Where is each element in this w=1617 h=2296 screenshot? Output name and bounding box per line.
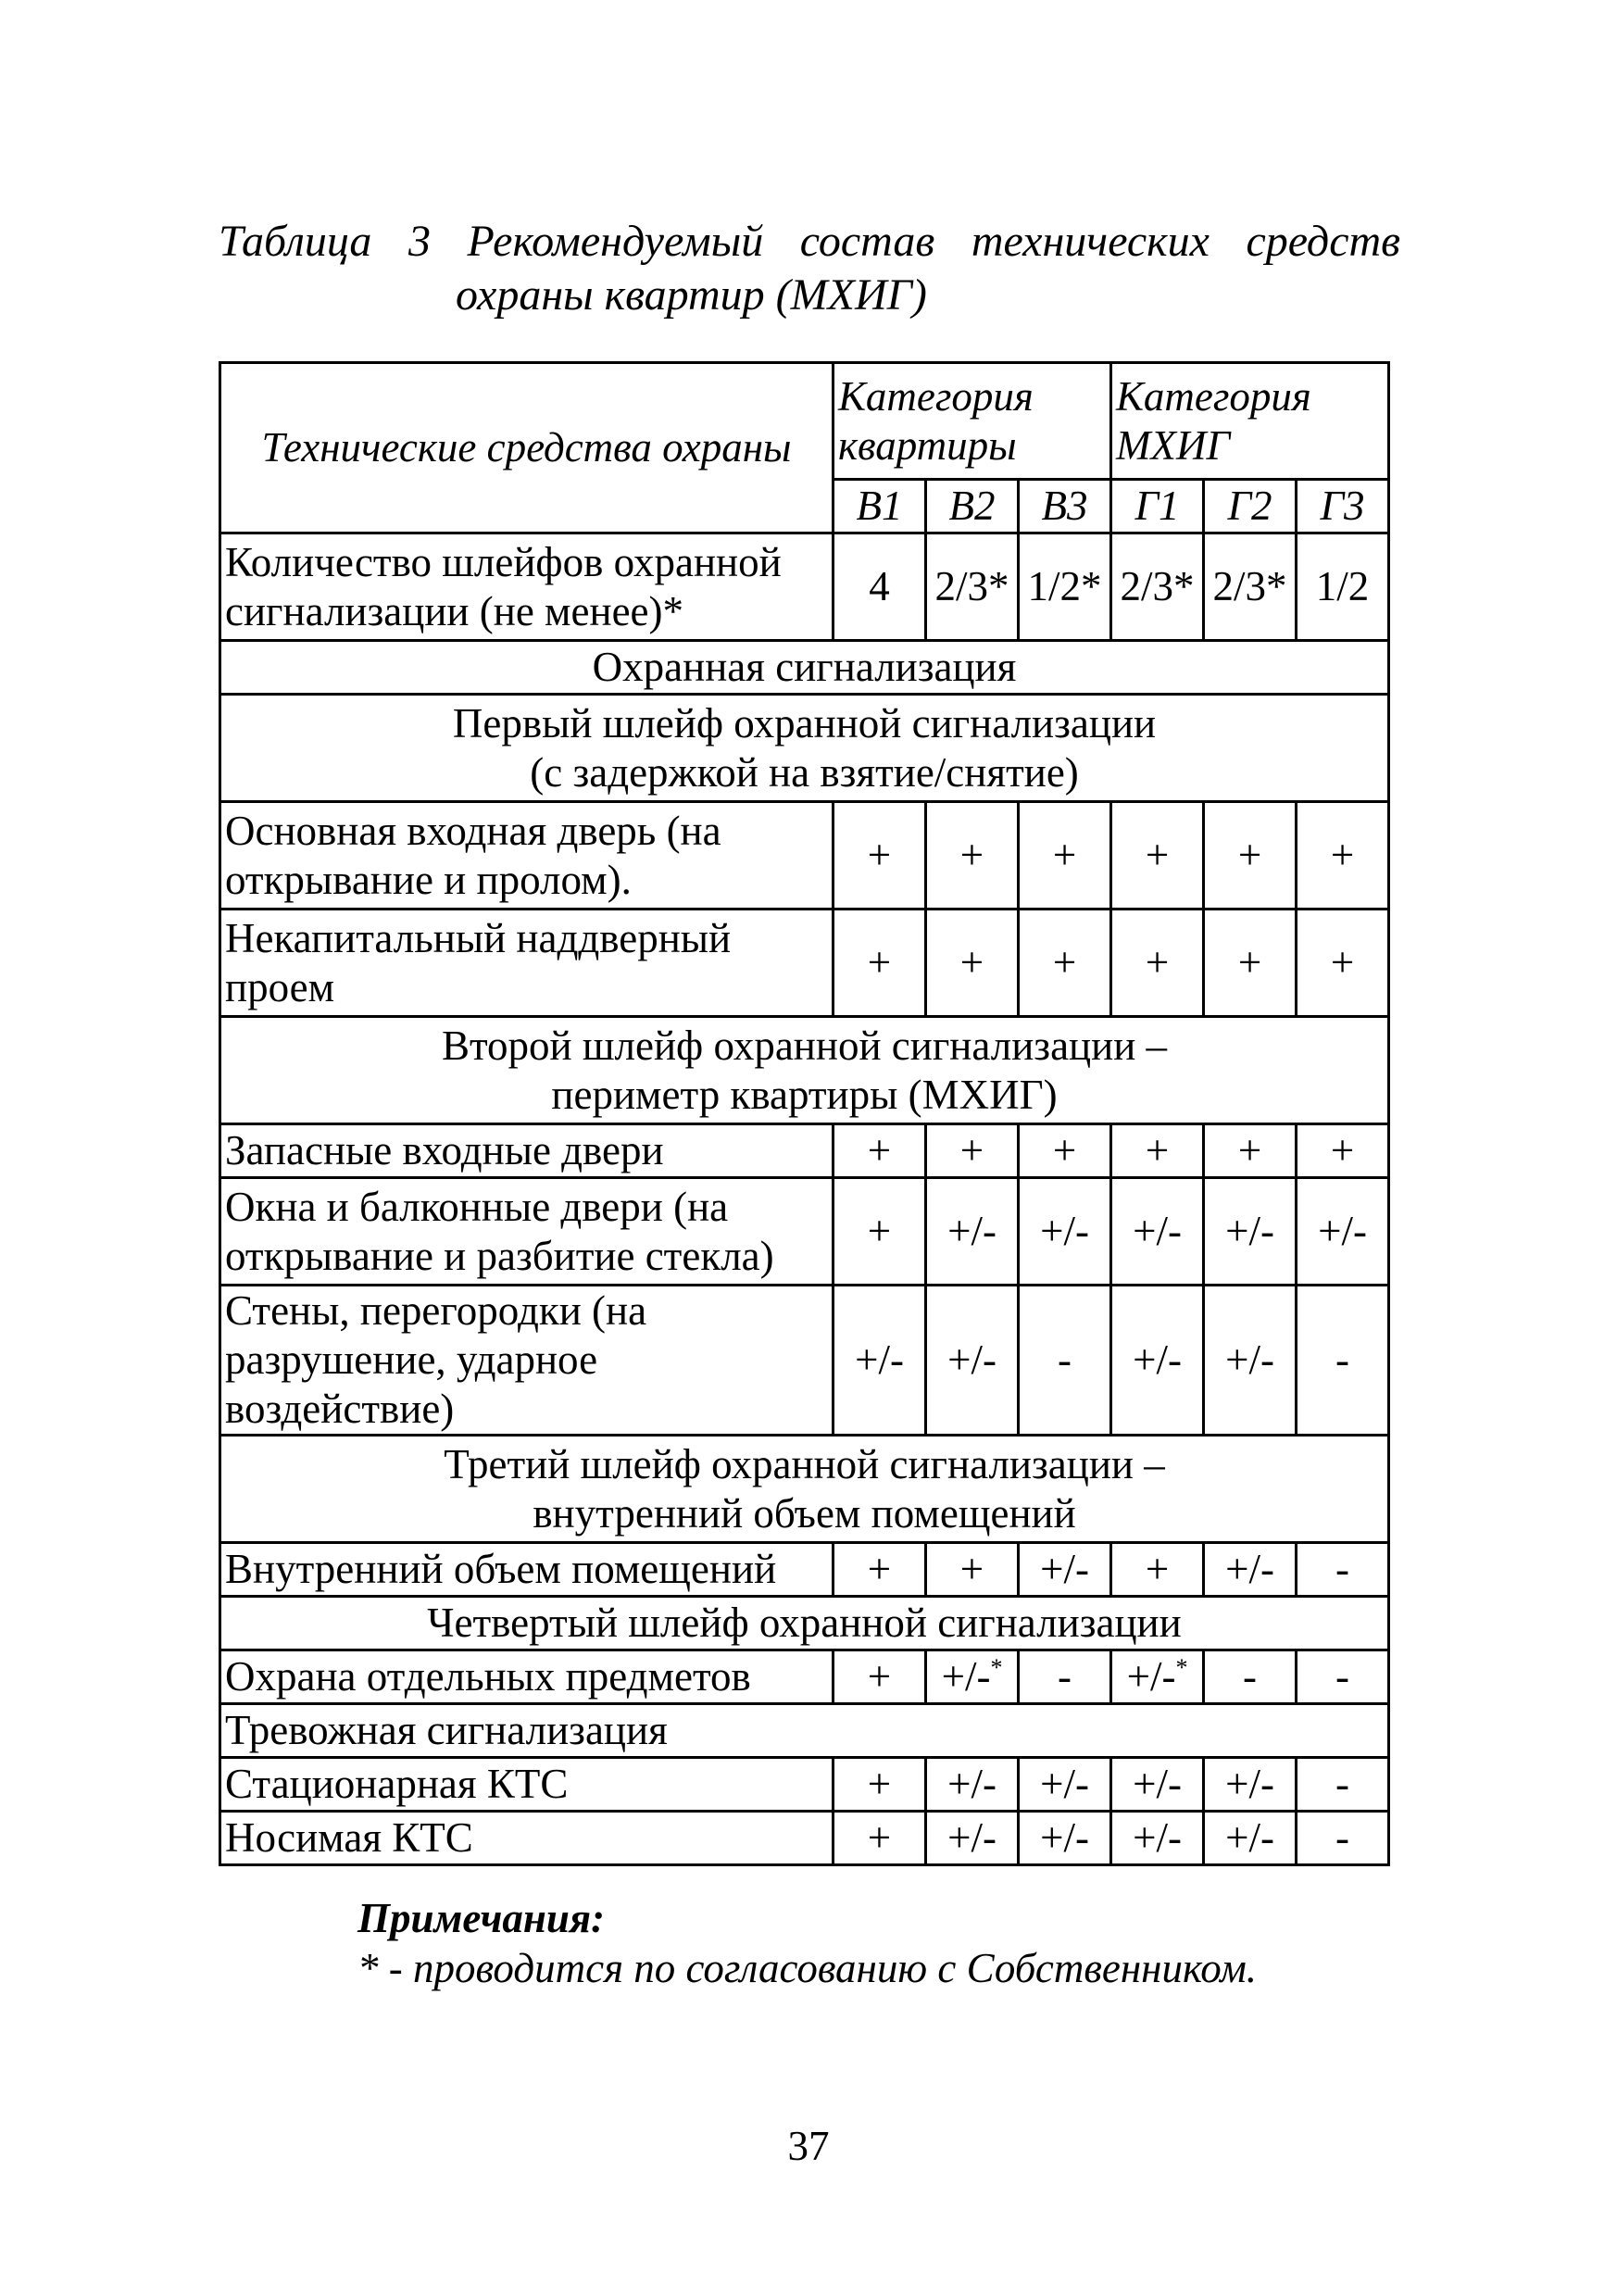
row-name: Основная входная дверь (на открывание и пролом). bbox=[220, 802, 834, 910]
cell-value: 1/2 bbox=[1297, 533, 1389, 641]
cell-value-text: +/- bbox=[1126, 1653, 1176, 1700]
cell-value: +/- bbox=[1111, 1286, 1204, 1436]
row-name: Запасные входные двери bbox=[220, 1124, 834, 1178]
section-row bbox=[220, 1436, 1389, 1543]
cell-value: + bbox=[1019, 910, 1111, 1017]
cell-value: 2/3* bbox=[926, 533, 1019, 641]
row-name: Стационарная КТС bbox=[220, 1758, 834, 1812]
section-loop1-line2: (с задержкой на взятие/снятие) bbox=[530, 748, 1079, 796]
subcol-header: Г3 bbox=[1297, 480, 1389, 533]
security-equipment-table bbox=[219, 361, 1390, 1866]
cell-value: +/- bbox=[834, 1286, 926, 1436]
section-loop3-line1: Третий шлейф охранной сигнализации – bbox=[444, 1440, 1165, 1487]
subcol-header: Г1 bbox=[1111, 480, 1204, 533]
subcol-header: В3 bbox=[1019, 480, 1111, 533]
footnote-mark: * bbox=[1175, 1654, 1188, 1681]
section-loop3-line2: внутренний объем помещений bbox=[533, 1489, 1076, 1537]
table-row bbox=[220, 1286, 1389, 1436]
section-row bbox=[220, 1017, 1389, 1124]
row-name: Окна и балконные двери (на открывание и разбитие стекла) bbox=[220, 1178, 834, 1286]
cell-value: + bbox=[1297, 1124, 1389, 1178]
row-name: Охрана отдельных предметов bbox=[220, 1650, 834, 1704]
cell-value: + bbox=[926, 802, 1019, 910]
notes-title: Примечания: bbox=[357, 1895, 606, 1941]
cell-value: +/- bbox=[1204, 1543, 1297, 1597]
table-row bbox=[220, 1758, 1389, 1812]
cell-value: + bbox=[926, 1543, 1019, 1597]
cell-value: - bbox=[1297, 1758, 1389, 1812]
cell-value: +/- bbox=[1204, 1178, 1297, 1286]
section-alarm-title: Тревожная сигнализация bbox=[220, 1704, 1389, 1758]
cell-value: + bbox=[834, 1812, 926, 1865]
apartment-category-header: Категория квартиры bbox=[834, 363, 1111, 480]
table-row bbox=[220, 1543, 1389, 1597]
table-row bbox=[220, 1650, 1389, 1704]
caption-line-2: охраны квартир (МХИГ) bbox=[456, 270, 927, 320]
cell-value: + bbox=[1111, 910, 1204, 1017]
section-loop4-title: Четвертый шлейф охранной сигнализации bbox=[220, 1597, 1389, 1650]
cell-value: - bbox=[1297, 1286, 1389, 1436]
section-loop2-line1: Второй шлейф охранной сигнализации – bbox=[441, 1022, 1168, 1069]
cell-value bbox=[926, 1650, 1019, 1704]
footnote-mark: * bbox=[990, 1654, 1003, 1681]
cell-value: + bbox=[1111, 1543, 1204, 1597]
cell-value: + bbox=[834, 802, 926, 910]
cell-value: +/- bbox=[1297, 1178, 1389, 1286]
cell-value: 1/2* bbox=[1019, 533, 1111, 641]
cell-value: + bbox=[1297, 910, 1389, 1017]
table-row bbox=[220, 1178, 1389, 1286]
cell-value-text: +/- bbox=[941, 1653, 991, 1700]
notes-text: * - проводится по согласованию с Собственником. bbox=[357, 1945, 1258, 1991]
cell-value: + bbox=[1111, 802, 1204, 910]
cell-value: + bbox=[834, 1650, 926, 1704]
cell-value: 2/3* bbox=[1111, 533, 1204, 641]
row-name: Внутренний объем помещений bbox=[220, 1543, 834, 1597]
cell-value: + bbox=[926, 910, 1019, 1017]
row-name: Некапитальный наддверный проем bbox=[220, 910, 834, 1017]
cell-value: +/- bbox=[926, 1178, 1019, 1286]
section-loop1-title bbox=[220, 695, 1389, 802]
table-row bbox=[220, 910, 1389, 1017]
cell-value: + bbox=[1111, 1124, 1204, 1178]
cell-value: - bbox=[1019, 1286, 1111, 1436]
cell-value: +/- bbox=[1019, 1178, 1111, 1286]
cell-value: + bbox=[834, 910, 926, 1017]
cell-value: +/- bbox=[1111, 1758, 1204, 1812]
section-loop1-line1: Первый шлейф охранной сигнализации bbox=[452, 699, 1157, 747]
notes-block bbox=[357, 1893, 1469, 1993]
table-caption bbox=[219, 215, 1404, 322]
page-number: 37 bbox=[787, 2123, 830, 2169]
section-loop2-line2: периметр квартиры (МХИГ) bbox=[551, 1071, 1058, 1118]
table-row bbox=[220, 533, 1389, 641]
section-row bbox=[220, 641, 1389, 695]
cell-value: + bbox=[834, 1543, 926, 1597]
cell-value: +/- bbox=[1204, 1758, 1297, 1812]
cell-value: + bbox=[1204, 802, 1297, 910]
cell-value: +/- bbox=[926, 1286, 1019, 1436]
table-row bbox=[220, 802, 1389, 910]
cell-value: + bbox=[834, 1178, 926, 1286]
section-loop2-title bbox=[220, 1017, 1389, 1124]
section-row bbox=[220, 1704, 1389, 1758]
cell-value: +/- bbox=[1019, 1758, 1111, 1812]
cell-value: - bbox=[1297, 1812, 1389, 1865]
section-row bbox=[220, 1597, 1389, 1650]
row-name: Носимая КТС bbox=[220, 1812, 834, 1865]
cell-value: 4 bbox=[834, 533, 926, 641]
cell-value: +/- bbox=[1204, 1812, 1297, 1865]
section-security-title: Охранная сигнализация bbox=[220, 641, 1389, 695]
cell-value: + bbox=[834, 1758, 926, 1812]
row-name: Количество шлейфов охранной сигнализации (не менее)* bbox=[220, 533, 834, 641]
cell-value: + bbox=[1204, 910, 1297, 1017]
section-loop3-title bbox=[220, 1436, 1389, 1543]
subcol-header: В2 bbox=[926, 480, 1019, 533]
cell-value: - bbox=[1297, 1650, 1389, 1704]
cell-value: +/- bbox=[926, 1758, 1019, 1812]
header-row bbox=[220, 363, 1389, 480]
cell-value: - bbox=[1204, 1650, 1297, 1704]
cell-value: - bbox=[1019, 1650, 1111, 1704]
col-title-header: Технические средства охраны bbox=[220, 363, 834, 533]
cell-value: +/- bbox=[1204, 1286, 1297, 1436]
cell-value bbox=[1111, 1650, 1204, 1704]
cell-value: +/- bbox=[926, 1812, 1019, 1865]
mhig-category-header: Категория МХИГ bbox=[1111, 363, 1389, 480]
cell-value: + bbox=[1297, 802, 1389, 910]
subcol-header: В1 bbox=[834, 480, 926, 533]
row-name: Стены, перегородки (на разрушение, ударное воздействие) bbox=[220, 1286, 834, 1436]
section-row bbox=[220, 695, 1389, 802]
cell-value: + bbox=[926, 1124, 1019, 1178]
cell-value: + bbox=[834, 1124, 926, 1178]
cell-value: + bbox=[1204, 1124, 1297, 1178]
table-row bbox=[220, 1812, 1389, 1865]
subcol-header: Г2 bbox=[1204, 480, 1297, 533]
cell-value: +/- bbox=[1111, 1178, 1204, 1286]
cell-value: + bbox=[1019, 1124, 1111, 1178]
cell-value: - bbox=[1297, 1543, 1389, 1597]
caption-line-1: Таблица 3 Рекомендуемый состав технических средств bbox=[219, 217, 1400, 266]
cell-value: + bbox=[1019, 802, 1111, 910]
cell-value: 2/3* bbox=[1204, 533, 1297, 641]
cell-value: +/- bbox=[1019, 1543, 1111, 1597]
cell-value: +/- bbox=[1019, 1812, 1111, 1865]
table-row bbox=[220, 1124, 1389, 1178]
cell-value: +/- bbox=[1111, 1812, 1204, 1865]
